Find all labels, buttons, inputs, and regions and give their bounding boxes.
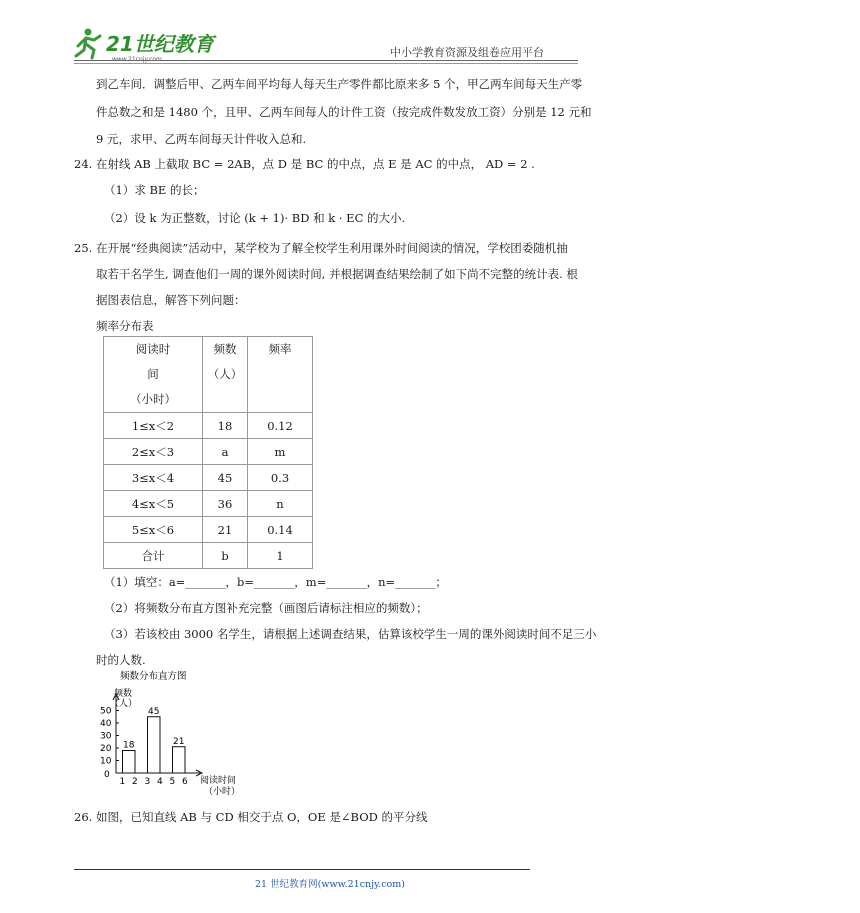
y-tick-label: 0 bbox=[104, 770, 110, 780]
bars bbox=[123, 707, 186, 773]
y-tick-label: 10 bbox=[100, 756, 112, 767]
y-axis-label-unit: （人） bbox=[110, 699, 138, 709]
table-row: 4≤x＜5 36 n bbox=[104, 491, 313, 517]
x-axis-label-unit: （小时） bbox=[204, 787, 241, 797]
table-row: 2≤x＜3 a m bbox=[104, 439, 313, 465]
text-line: 件总数之和是 1480 个，且甲、乙两车间每人的计件工资（按完成件数发放工资）分别是 12 元和 bbox=[96, 105, 592, 119]
y-tick-label: 40 bbox=[100, 719, 112, 729]
bar-value-label: 18 bbox=[123, 740, 135, 751]
logo-text: 21世纪教育 bbox=[106, 32, 214, 56]
question-25-part-3: （3）若该校由 3000 名学生，请根据上述调查结果，估算该校学生一周的课外阅读时间不足三小 bbox=[104, 627, 597, 641]
runner-icon bbox=[76, 29, 100, 59]
footer-text: 21 世纪教育网(www.21cnjy.com) bbox=[255, 879, 405, 890]
frequency-table bbox=[103, 336, 313, 569]
question-25-part-2: （2）将频数分布直方图补充完整（画图后请标注相应的频数）； bbox=[104, 601, 428, 615]
text-line: 9 元，求甲、乙两车间每天计件收入总和. bbox=[96, 132, 307, 146]
table-row: 合计 b 1 bbox=[104, 543, 313, 569]
text-line: 到乙车间．调整后甲、乙两车间平均每人每天生产零件都比原来多 5 个，甲乙两车间每天生产零 bbox=[96, 77, 583, 91]
header-divider-2 bbox=[74, 63, 578, 64]
site-logo bbox=[72, 24, 214, 64]
y-axis-label: 频数 bbox=[114, 689, 133, 699]
logo-sub: www.21cnjy.com bbox=[112, 56, 162, 63]
x-tick-label: 3 bbox=[144, 777, 151, 787]
histogram-bar bbox=[123, 751, 136, 774]
header-cell-time: 阅读时 间 （小时） bbox=[104, 337, 203, 413]
chart-title: 频数分布直方图 bbox=[120, 671, 187, 682]
y-tick-label: 50 bbox=[100, 706, 112, 717]
table-row: 3≤x＜4 45 0.3 bbox=[104, 465, 313, 491]
question-25-part-3-cont: 时的人数. bbox=[96, 653, 146, 667]
x-axis-label: 阅读时间 bbox=[200, 776, 237, 786]
bar-value-label: 45 bbox=[148, 706, 160, 717]
site-name: 中小学教育资源及组卷应用平台 bbox=[390, 46, 544, 59]
question-24-part-2: （2）设 k 为正整数，讨论 (k + 1)· BD 和 k · EC 的大小. bbox=[104, 211, 406, 225]
question-25-stem: 据图表信息，解答下列问题： bbox=[96, 293, 246, 307]
question-25-part-1: （1）填空：a=_______，b=_______，m=_______，n=_______； bbox=[104, 575, 447, 589]
question-25-stem: 25. 在开展“经典阅读”活动中，某学校为了解全校学生利用课外时间阅读的情况，学校团委随机抽 bbox=[74, 241, 568, 255]
x-tick-label: 5 bbox=[169, 777, 176, 787]
x-tick-label: 4 bbox=[157, 777, 163, 787]
table-header-row bbox=[104, 337, 313, 413]
frequency-histogram bbox=[88, 668, 258, 800]
header-divider bbox=[74, 60, 578, 61]
table-title: 频率分布表 bbox=[96, 319, 154, 333]
histogram-bar bbox=[148, 717, 161, 773]
question-24-stem: 24. 在射线 AB 上截取 BC = 2AB，点 D 是 BC 的中点，点 E 是 AC 的中点， AD = 2 . bbox=[74, 157, 535, 171]
x-tick-label: 6 bbox=[182, 777, 188, 787]
bar-value-label: 21 bbox=[173, 736, 185, 747]
question-24-part-1: （1）求 BE 的长； bbox=[104, 183, 205, 197]
question-25-stem: 取若干名学生, 调查他们一周的课外阅读时间, 并根据调查结果绘制了如下尚不完整的统计表. 根 bbox=[96, 267, 578, 281]
header-cell-freq: 频率 bbox=[248, 337, 313, 413]
table-row: 5≤x＜6 21 0.14 bbox=[104, 517, 313, 543]
table-row: 1≤x＜2 18 0.12 bbox=[104, 413, 313, 439]
header-cell-count: 频数 （人） bbox=[203, 337, 248, 413]
y-tick-label: 20 bbox=[100, 744, 112, 754]
histogram-bar bbox=[173, 747, 186, 773]
x-tick-label: 1 bbox=[119, 777, 126, 787]
question-26-stem: 26. 如图，已知直线 AB 与 CD 相交于点 O，OE 是∠BOD 的平分线 bbox=[74, 810, 428, 824]
y-tick-label: 30 bbox=[100, 731, 112, 742]
x-tick-label: 2 bbox=[132, 777, 138, 787]
footer-divider bbox=[74, 869, 530, 870]
